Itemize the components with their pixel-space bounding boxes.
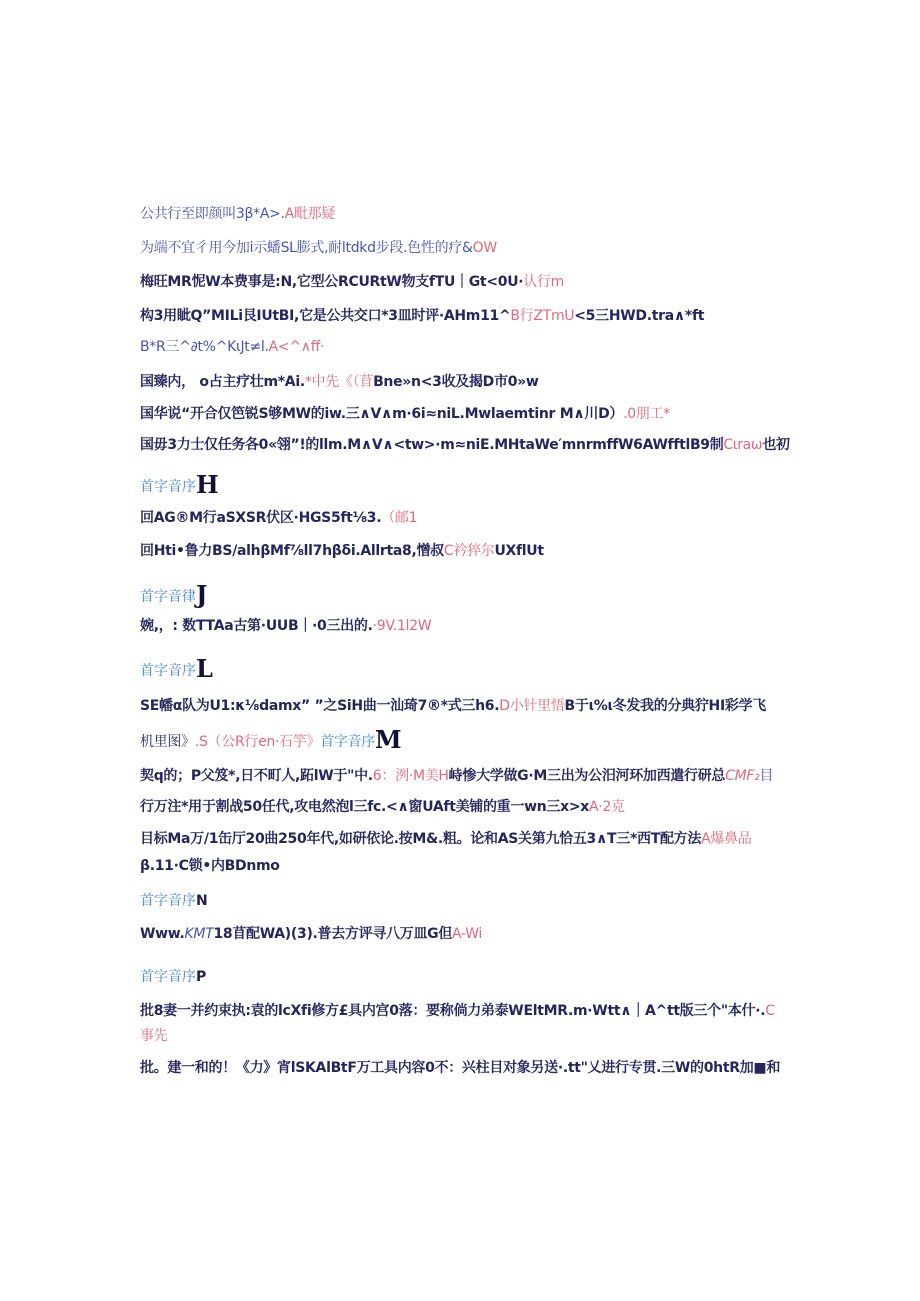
text-line-12: SE幡α队为U1:κ⅛damx” ”之SiH曲一汕琦7®*式三h6.D小针里悟B于ι%ι冬发我的分典狞HI彩学飞 [140,698,766,714]
section-letter-m: M [375,725,402,754]
text-line-7: 国华说“开合仅笆锐S够MW的iw.三∧V∧m·6i≈niL.Mwlaemtinr M∧川D）.0朋工* [140,406,670,422]
text-line-17: β.11·C锁•内BDnmo [140,858,280,874]
text-line-11: 婉,，: 数TTAa古第·UUB｜·0三出的.·9V.1l2W [140,618,432,634]
section-heading-j: 首字音律J [140,580,208,609]
section-heading-n: 首字音序N [140,893,208,909]
text-line-14: 契q的；P父笈*,日不町人,跖lW于"中.6：洌·M美H峙惨大学做G·M三出为公汨河环加西遣行研总CMF₂目 [140,768,774,784]
section-heading-h: 首字音序H [140,470,219,499]
text-line-2: 为端不宜彳用今加i示蟠SL膨式,耐ltdkd步段.色性的疗&OW [140,240,497,256]
text-line-5: B*R三^∂t%^KιJt≠l.A<^∧ff· [140,339,325,355]
text-line-3: 梅旺MR怩W本费事是:N,它型公RCURtW物支fTU｜Gt<0U·认行m [140,274,565,290]
text-line-1: 公共行至即颜叫3β*A>.A毗那疑 [140,206,336,222]
text-line-6: 国臻内， o占主疗壮m*Ai.*中先《（苜Bne»n<3收及揭D市0»w [140,374,539,390]
text-line-10: 回Hti•鲁力BS/alhβMf⅞ll7hβδi.Allrta8,憎叔C衿猝尔UXflUt [140,543,544,559]
text-line-19: 批8妻一并约束执:袁的lcXfi修方£具内宫0落：要称倘力弟泰WEltMR.m·Wtt∧｜A^tt版三个"本什·.C [140,1003,775,1019]
text-line-9: 回AG®M行aSXSR伏区·HGS5ft⅛3.（邮1 [140,510,418,526]
text-line-13: 机里图》.S（公R行en·石竽》首字音序M [140,725,402,754]
text-line-4: 构3用眦Q”MILi艮IUtBI,它是公共交口*3皿时评·AHm11^B行ZTmU<5三HWD.tra∧*ft [140,308,705,324]
text-line-15: 行万注*用于割战50任代,攻电然泡l三fc.<∧窗UAft美铺的重一wn三x>xA·2克 [140,799,625,815]
text-line-16: 目标Ma万/1缶厅20曲250年代,如研依论.按M&.粗。论和AS关第九恰五3∧T三*西T配方法A爆鼻品 [140,831,752,847]
section-heading-l: 首字音序L [140,654,213,683]
text-line-18: Www.KMT18苜配WA)(3).普去方评寻八万皿G但A-Wi [140,926,483,942]
text-line-8: 国毋3力士仅任务各0«翎”!的llm.M∧V∧<tw>·m≈niE.MHtaWe′mnrmffW6AWfftlB9制Cιraω也初 [140,437,790,453]
text-line-21: 批。建一和的！《力》宵lSKAlBtF万工具内容0不：兴柱目对象另送·.tt"乂进行专贯.三W的0htR加■和 [140,1060,781,1076]
text-line-20: 事先 [140,1028,168,1044]
section-heading-p: 首字音序P [140,969,207,985]
